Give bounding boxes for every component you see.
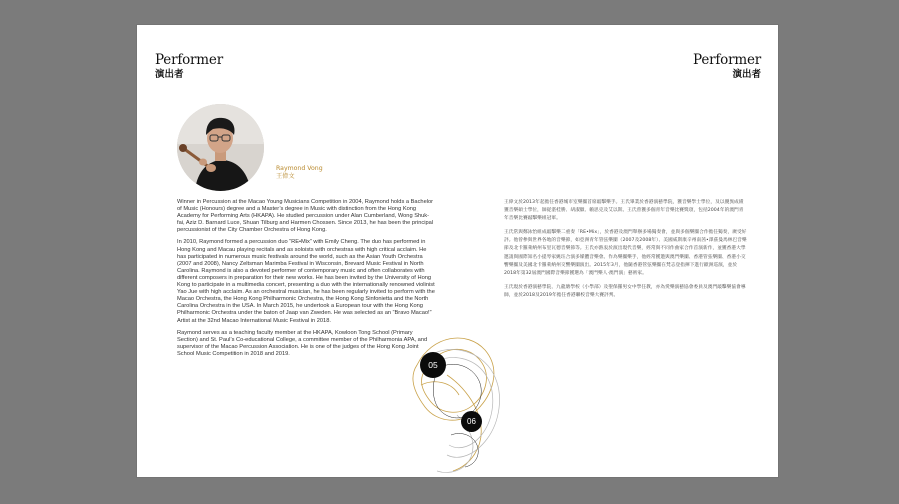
performer-name-block (276, 165, 323, 181)
page-number-badge: 06 (461, 411, 482, 432)
performer-name-english: Raymond Vong (276, 165, 323, 172)
performer-photo (177, 104, 264, 191)
right-page-header (693, 53, 761, 81)
right-header-subtitle: 演出者 (732, 69, 761, 80)
decorative-line-art (407, 315, 517, 477)
english-bio-paragraph: In 2010, Raymond formed a percussion duo “RE•Mix” with Emily Cheng. The duo has performed in Hong Kong and Macau playing recitals and as soloists with orchestras with high critical acclaim. He has participated in numerous music festivals around the world, such as the Asian Youth Orchestra (2007 and 2008), Nancy Zeltsman Marimba Festival in Wisconsin, Brevard Music Festival in North Carolina. Raymond is also a devoted performer of contemporary music and often collaborates with different composers in preparation for their new works. He has been invited by the University of Hong Kong to participate in a multimedia concert, presenting a duo with the internationally renowned violinist Yao Jue with high acclaim. As an orchestral musician, he has been regularly invited to perform with the Macao Orchestra, the Hong Kong Philharmonic Orchestra, the Hong Kong Sinfonietta and the North Carolina Orchestra in the USA. In March 2015, he undertook a European tour with the Hong Kong Philharmonic Orchestra under the baton of Jaap van Zweden. He was selected as an “Bravo Macao!” Artist at the 32nd Macao International Music Festival in 2018. (177, 239, 435, 324)
english-biography (177, 199, 435, 363)
chinese-bio-paragraph: 王氏常與鄭泳怡組成敲擊樂二重奏「RE•Mix」，於香港及澳門舉辦多場獨奏會，並與多個樂團合作擔任獨奏，廣受好評。他曾參與世界各地的音樂節，如亞洲青年管弦樂團（2007及2008年）、美國威斯康辛州南茜•澤茲曼馬林巴音樂節及北卡羅萊納州布里瓦德音樂節等。王氏亦熱衷於演出現代音樂，經常與不同作曲家合作首演新作，並獲香港大學邀請與國際知名小提琴家姚珏合演多媒體音樂會。作為樂團樂手，他經常獲邀與澳門樂團、香港管弦樂團、香港小交響樂團及美國北卡羅萊納州交響樂團演出。2015年3月，他隨香港管弦樂團在梵志登指揮下進行歐洲巡演，並於2018年第32屆澳門國際音樂節獲選為「澳門樂人‧澳門演」藝術家。 (504, 230, 747, 276)
english-bio-paragraph: Winner in Percussion at the Macao Young Musicians Competition in 2004, Raymond holds a Bachelor of Music (Honours) degree and a Master’s degree in Music with distinction from the Hong Kong Academy for Performing Arts (HKAPA). He studied percussion under Alan Cumberland, Wong Shuk-fai, Aziz D. Barnard Luce, Shuan Tilburg and Harmen Chossen. Since 2013, he has been the principal percussionist of the City Chamber Orchestra of Hong Kong. (177, 199, 434, 234)
brochure-spread (137, 25, 778, 477)
right-header-title: Performer (693, 52, 761, 68)
chinese-biography (504, 199, 748, 306)
performer-name-chinese: 王偉文 (276, 173, 295, 180)
chinese-bio-paragraph: 王氏現於香港演藝學院、九龍塘學校（小學部）及聖保羅男女中學任教，亦為愛樂演藝協會委員及澳門敲擊樂協會導師，並於2018及2019年擔任香港聯校音樂大賽評判。 (504, 284, 746, 298)
left-header-title: Performer (155, 52, 223, 68)
english-bio-paragraph: Raymond serves as a teaching faculty member at the HKAPA, Kowloon Tong School (Primary Section) and St. Paul’s Co-educational College, a committee member of the Philharmonia APA, and supervisor of the Macao Percussion Association. He is one of the judges of the Hong Kong Joint School Music Competition in 2018 and 2019. (177, 329, 428, 357)
page-number-badge: 05 (420, 352, 446, 378)
left-page-header (155, 53, 223, 81)
chinese-bio-paragraph: 王偉文於2013年起擔任香港城市室樂團首席敲擊樂手。王氏畢業於香港演藝學院，獲音樂學士學位，及以優異成績獲音樂碩士學位，師從湛桂勝、胡淑徽、賴思克及艾以斯。王氏曾獲多個青年音樂比賽獎項，包括2004年的澳門青年音樂比賽敲擊樂組冠軍。 (504, 200, 744, 222)
left-header-subtitle: 演出者 (155, 69, 184, 80)
